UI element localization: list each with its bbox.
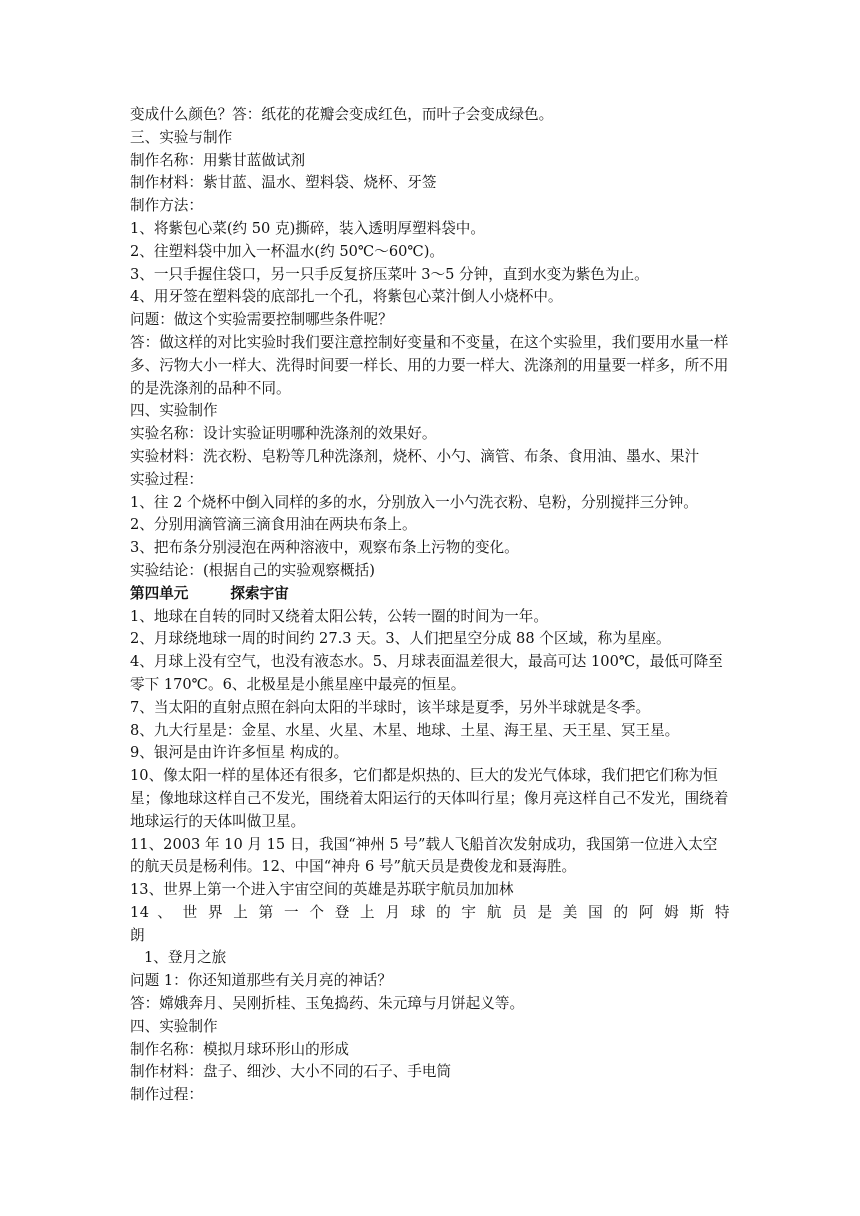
subsection-heading: 1、登月之旅	[144, 949, 227, 967]
fact-paragraph: 11、2003 年 10 月 15 日，我国“神州 5 号”载人飞船首次发射成功，我国第一位进入太空的航天员是杨利伟。12、中国“神舟 6 号”航天员是费俊龙和聂海胜。	[130, 835, 718, 876]
text-line: 制作名称：用紫甘蓝做试剂	[130, 151, 306, 169]
text-line: 制作过程：	[130, 1086, 203, 1104]
step-line: 3、一只手握住袋口，另一只手反复挤压菜叶 3～5 分钟，直到水变为紫色为止。	[130, 265, 649, 283]
text-line: 制作名称：模拟月球环形山的形成	[130, 1040, 349, 1058]
question-line: 问题 1：你还知道那些有关月亮的神话？	[130, 972, 393, 990]
text-line: 制作方法：	[130, 197, 203, 215]
section-heading: 四、实验制作	[130, 402, 218, 420]
step-line: 4、用牙签在塑料袋的底部扎一个孔，将紫包心菜汁倒人小烧杯中。	[130, 288, 563, 306]
step-line: 2、分别用滴管滴三滴食用油在两块布条上。	[130, 516, 417, 534]
text-line: 变成什么颜色？答：纸花的花瓣会变成红色，而叶子会变成绿色。	[130, 106, 554, 123]
text-line: 实验材料：洗衣粉、皂粉等几种洗涤剂，烧杯、小勺、滴管、布条、食用油、墨水、果汁	[130, 447, 700, 465]
section-heading: 四、实验制作	[130, 1017, 218, 1035]
section-heading: 三、实验与制作	[130, 128, 233, 146]
answer-line: 答：嫦娥奔月、吴刚折桂、玉兔捣药、朱元璋与月饼起义等。	[130, 995, 525, 1013]
text-line: 实验名称：设计实验证明哪种洗涤剂的效果好。	[130, 425, 437, 443]
step-line: 2、往塑料袋中加入一杯温水(约 50℃～60℃)。	[130, 242, 445, 260]
fact-line-spread: 14 、 世 界 上 第 一 个 登 上 月 球 的 宇 航 员 是 美 国 的 阿 姆 斯 特	[130, 903, 730, 921]
step-line: 1、往 2 个烧杯中倒入同样的多的水，分别放入一小勺洗衣粉、皂粉，分别搅拌三分钟。	[130, 493, 698, 511]
fact-line: 8、九大行星是：金星、水星、火星、木星、地球、土星、海王星、天王星、冥王星。	[130, 721, 680, 739]
fact-line: 7、当太阳的直射点照在斜向太阳的半球时，该半球是夏季，另外半球就是冬季。	[130, 698, 651, 716]
text-line: 实验过程：	[130, 470, 203, 488]
fact-paragraph: 10、像太阳一样的星体还有很多，它们都是炽热的、巨大的发光气体球，我们把它们称为恒星；像地球这样自己不发光，围绕着太阳运行的天体叫行星；像月亮这样自己不发光，围绕着地球运行的天体叫做卫星。	[130, 767, 729, 830]
text-line: 实验结论：(根据自己的实验观察概括)	[130, 561, 375, 579]
fact-line: 1、地球在自转的同时又绕着太阳公转，公转一圈的时间为一年。	[130, 607, 548, 625]
unit-label: 第四单元	[130, 584, 189, 602]
text-line: 制作材料：紫甘蓝、温水、塑料袋、烧杯、牙签	[130, 174, 437, 192]
fact-line-continuation: 朗	[130, 926, 145, 944]
fact-line: 4、月球上没有空气，也没有液态水。5、月球表面温差很大，最高可达 100℃，最低可降至零下 170℃。6、北极星是小熊星座中最亮的恒星。	[130, 653, 723, 693]
fact-line: 13、世界上第一个进入宇宙空间的英雄是苏联宇航员加加林	[130, 881, 514, 899]
fact-line: 9、银河是由许许多恒星 构成的。	[130, 744, 349, 762]
unit-title: 探索宇宙	[230, 584, 289, 602]
text-line: 制作材料：盘子、细沙、大小不同的石子、手电筒	[130, 1063, 452, 1081]
question-line: 问题：做这个实验需要控制哪些条件呢？	[130, 311, 393, 329]
unit-heading	[130, 583, 730, 606]
document-body	[130, 104, 730, 1107]
fact-line: 2、月球绕地球一周的时间约 27.3 天。3、人们把星空分成 88 个区域，称为星座。	[130, 630, 671, 648]
step-line: 3、把布条分别浸泡在两种溶液中，观察布条上污物的变化。	[130, 539, 519, 557]
step-line: 1、将紫包心菜(约 50 克)撕碎，装入透明厚塑料袋中。	[130, 219, 485, 237]
answer-paragraph: 答：做这样的对比实验时我们要注意控制好变量和不变量，在这个实验里，我们要用水量一样多、污物大小一样大、洗得时间要一样长、用的力要一样大、洗涤剂的用量要一样多，所不用的是洗涤剂的品种不同。	[130, 333, 729, 397]
